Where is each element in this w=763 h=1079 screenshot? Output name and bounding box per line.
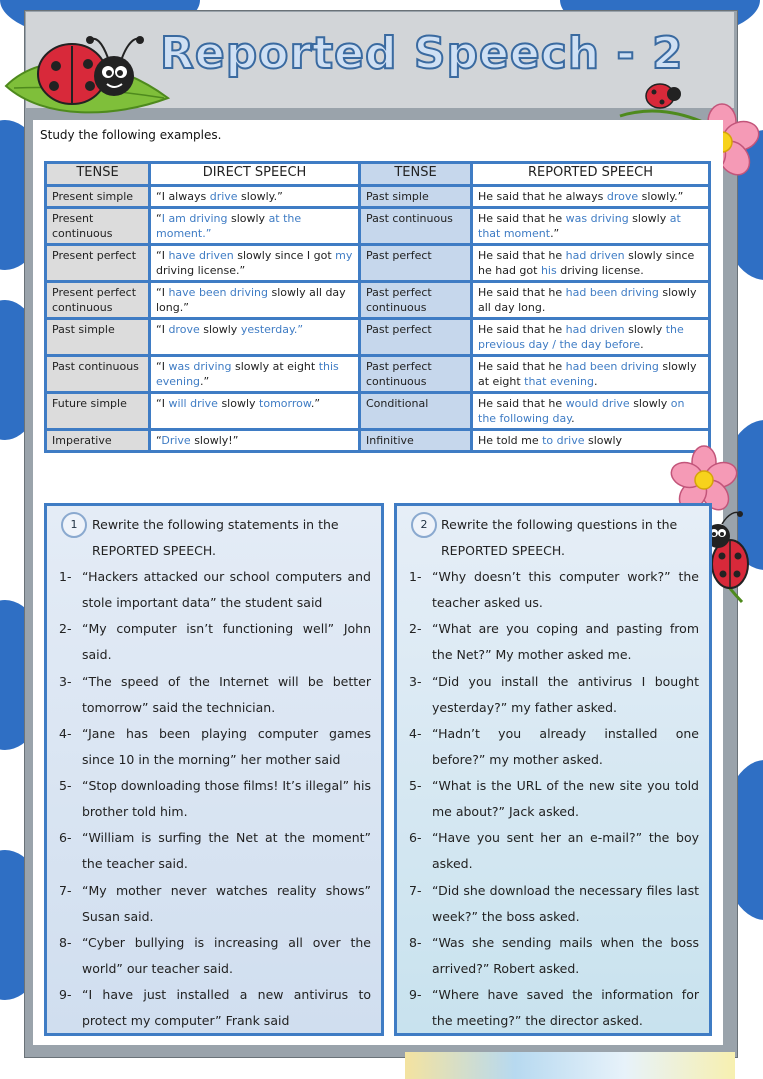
direct-speech-cell: “Drive slowly!” xyxy=(150,430,360,452)
item-number: 5- xyxy=(409,778,422,794)
list-item xyxy=(55,825,371,877)
item-text: “Stop downloading those films! It’s illegal” his brother told him. xyxy=(82,778,371,820)
reported-speech-cell: He said that he had been driving slowly at eight that evening. xyxy=(472,356,710,393)
item-number: 7- xyxy=(409,882,422,898)
exercise-2-box xyxy=(394,503,712,1036)
reported-tense-cell: Past perfect xyxy=(360,245,472,282)
direct-speech-cell: “I have driven slowly since I got my driving license.” xyxy=(150,245,360,282)
item-text: “Hackers attacked our school computers and stole important data” the student said xyxy=(82,569,371,610)
list-item xyxy=(55,930,371,982)
exercise-1-box xyxy=(44,503,384,1036)
list-item xyxy=(405,773,699,825)
page-title: Reported Speech - 2 xyxy=(160,28,684,79)
item-text: “William is surfing the Net at the moment” the teacher said. xyxy=(82,830,371,872)
item-number: 2- xyxy=(59,621,72,637)
list-item xyxy=(405,616,699,668)
table-row xyxy=(46,393,710,430)
direct-speech-cell: “I am driving slowly at the moment.” xyxy=(150,208,360,245)
reported-speech-cell: He said that he was driving slowly at that moment.” xyxy=(472,208,710,245)
item-number: 8- xyxy=(409,935,422,951)
table-row xyxy=(46,208,710,245)
table-row xyxy=(46,319,710,356)
item-text: “Why doesn’t this computer work?” the teacher asked us. xyxy=(432,569,699,610)
item-text: “My mother never watches reality shows” Susan said. xyxy=(82,882,371,924)
item-number: 1- xyxy=(409,569,422,584)
reported-speech-cell: He said that he would drive slowly on the following day. xyxy=(472,393,710,430)
reported-tense-cell: Past perfect xyxy=(360,319,472,356)
exercise-2-title-line2: REPORTED SPEECH. xyxy=(441,543,566,558)
list-item xyxy=(405,930,699,982)
reported-tense-cell: Infinitive xyxy=(360,430,472,452)
list-item xyxy=(405,825,699,877)
item-number: 6- xyxy=(59,830,72,846)
item-text: “Was she sending mails when the boss arrived?” Robert asked. xyxy=(432,935,699,977)
reported-tense-cell: Past simple xyxy=(360,186,472,208)
footer-decoration xyxy=(405,1052,735,1079)
tense-cell: Present perfect xyxy=(46,245,150,282)
list-item xyxy=(55,773,371,825)
list-item xyxy=(55,669,371,721)
item-number: 9- xyxy=(409,987,422,1003)
list-item xyxy=(405,669,699,721)
header-reported-speech: REPORTED SPEECH xyxy=(472,163,710,186)
list-item xyxy=(55,721,371,773)
reported-speech-cell: He said that he had been driving slowly all day long. xyxy=(472,282,710,319)
tense-cell: Past simple xyxy=(46,319,150,356)
list-item xyxy=(405,982,699,1034)
list-item xyxy=(405,564,699,616)
tense-cell: Present continuous xyxy=(46,208,150,245)
table-row xyxy=(46,186,710,208)
list-item xyxy=(55,616,371,668)
tense-table xyxy=(44,161,711,453)
tense-cell: Imperative xyxy=(46,430,150,452)
item-text: “My computer isn’t functioning well” John said. xyxy=(82,621,371,663)
list-item xyxy=(405,878,699,930)
item-text: “The speed of the Internet will be better tomorrow” said the technician. xyxy=(82,673,371,715)
item-number: 9- xyxy=(59,987,72,1003)
header-direct-speech: DIRECT SPEECH xyxy=(150,163,360,186)
item-text: “Did she download the necessary files last week?” the boss asked. xyxy=(432,882,699,924)
header-tense-reported: TENSE xyxy=(360,163,472,186)
direct-speech-cell: “I will drive slowly tomorrow.” xyxy=(150,393,360,430)
reported-tense-cell: Conditional xyxy=(360,393,472,430)
item-text: “What are you coping and pasting from the Net?” My mother asked me. xyxy=(432,621,699,663)
item-number: 2- xyxy=(409,621,422,637)
table-row xyxy=(46,282,710,319)
item-number: 7- xyxy=(59,882,72,898)
item-text: “I have just installed a new antivirus to protect my computer” Frank said xyxy=(82,987,371,1029)
item-number: 6- xyxy=(409,830,422,846)
item-number: 1- xyxy=(59,569,72,584)
list-item xyxy=(55,564,371,616)
direct-speech-cell: “I was driving slowly at eight this evening.” xyxy=(150,356,360,393)
table-row xyxy=(46,356,710,393)
item-text: “Have you sent her an e-mail?” the boy asked. xyxy=(432,830,699,872)
tense-cell: Past continuous xyxy=(46,356,150,393)
tense-cell: Present simple xyxy=(46,186,150,208)
direct-speech-cell: “I have been driving slowly all day long.” xyxy=(150,282,360,319)
table-row xyxy=(46,430,710,452)
exercise-1-list xyxy=(55,564,371,1035)
item-text: “Cyber bullying is increasing all over the world” our teacher said. xyxy=(82,935,371,977)
item-text: “Did you install the antivirus I bought yesterday?” my father asked. xyxy=(432,673,699,715)
item-text: “Jane has been playing computer games since 10 in the morning” her mother said xyxy=(82,725,371,767)
direct-speech-cell: “I always drive slowly.” xyxy=(150,186,360,208)
header-tense: TENSE xyxy=(46,163,150,186)
reported-tense-cell: Past perfect continuous xyxy=(360,282,472,319)
item-number: 8- xyxy=(59,935,72,951)
item-text: “Hadn’t you already installed one before?” my mother asked. xyxy=(432,725,699,767)
reported-tense-cell: Past continuous xyxy=(360,208,472,245)
item-number: 3- xyxy=(409,673,422,689)
direct-speech-cell: “I drove slowly yesterday.” xyxy=(150,319,360,356)
reported-tense-cell: Past perfect continuous xyxy=(360,356,472,393)
exercise-2-title-line1: Rewrite the following questions in the xyxy=(441,517,678,532)
list-item xyxy=(55,982,371,1034)
exercise-2-instructions xyxy=(441,512,699,564)
exercise-1-number: 1 xyxy=(61,512,87,538)
intro-text: Study the following examples. xyxy=(40,128,222,142)
ladybug-leaf-illustration xyxy=(4,28,170,118)
exercise-2-list xyxy=(405,564,699,1035)
list-item xyxy=(55,878,371,930)
exercise-1-instructions xyxy=(92,512,371,564)
exercise-1-title-line1: Rewrite the following statements in the xyxy=(92,517,339,532)
exercise-2-number: 2 xyxy=(411,512,437,538)
tense-cell: Present perfect continuous xyxy=(46,282,150,319)
exercise-1-title-line2: REPORTED SPEECH. xyxy=(92,543,217,558)
table-row xyxy=(46,245,710,282)
reported-speech-cell: He said that he always drove slowly.” xyxy=(472,186,710,208)
item-number: 4- xyxy=(59,725,72,741)
item-number: 4- xyxy=(409,725,422,741)
item-text: “What is the URL of the new site you told me about?” Jack asked. xyxy=(432,778,699,820)
item-number: 3- xyxy=(59,673,72,689)
tense-cell: Future simple xyxy=(46,393,150,430)
reported-speech-cell: He said that he had driven slowly since he had got his driving license. xyxy=(472,245,710,282)
item-number: 5- xyxy=(59,778,72,794)
reported-speech-cell: He said that he had driven slowly the previous day / the day before. xyxy=(472,319,710,356)
reported-speech-cell: He told me to drive slowly xyxy=(472,430,710,452)
item-text: “Where have saved the information for the meeting?” the director asked. xyxy=(432,987,699,1029)
list-item xyxy=(405,721,699,773)
